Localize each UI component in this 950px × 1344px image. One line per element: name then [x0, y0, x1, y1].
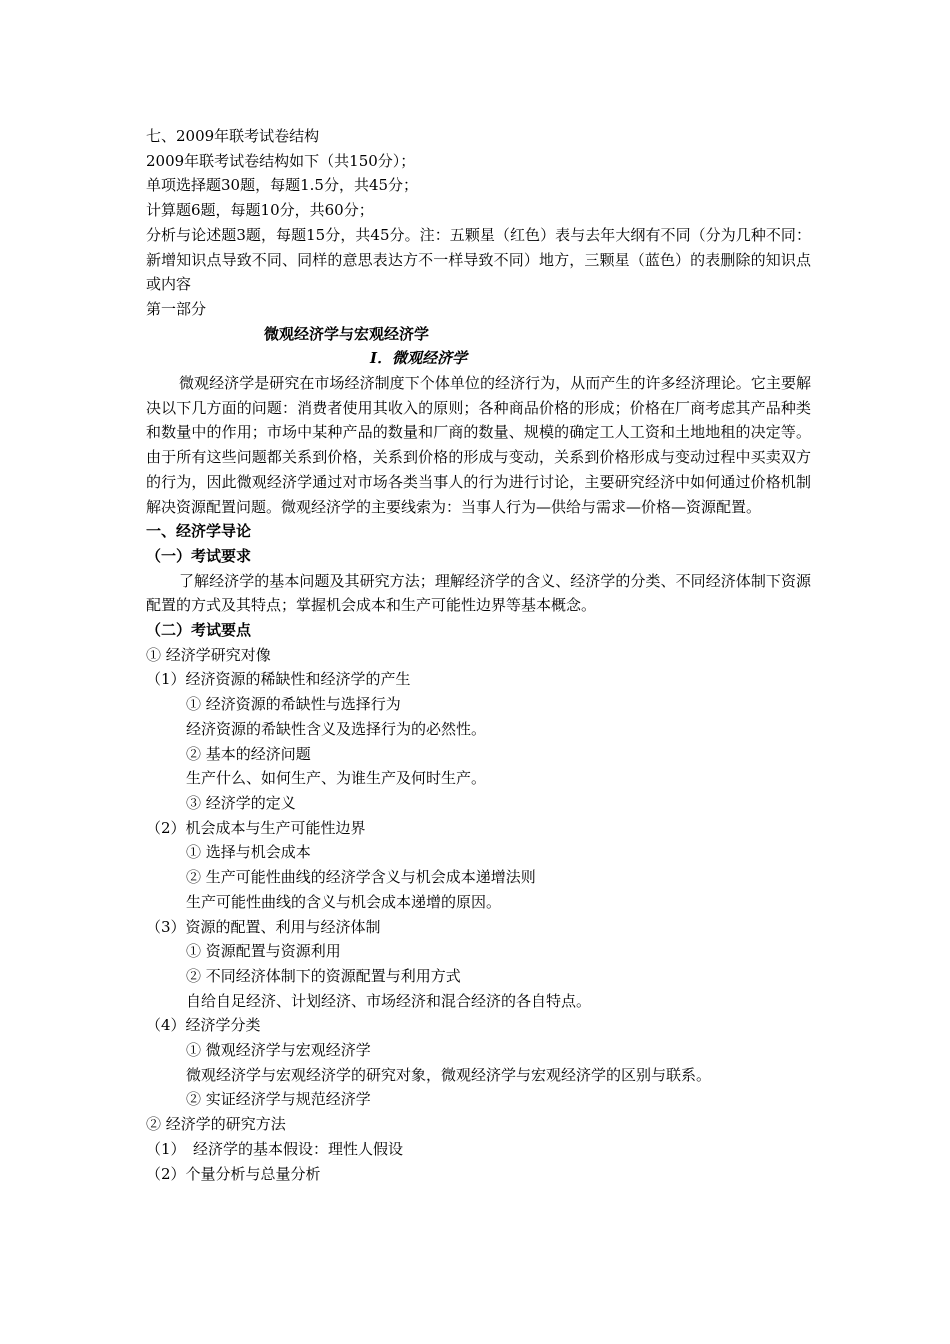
outline-item: ① 选择与机会成本 [186, 843, 311, 862]
intro-heading: 七、2009年联考试卷结构 [146, 127, 320, 145]
outline-item: ② 经济学的研究方法 [146, 1115, 286, 1134]
outline-item: 经济资源的希缺性含义及选择行为的必然性。 [186, 719, 487, 738]
section-paragraph: 微观经济学是研究在市场经济制度下个体单位的经济行为，从而产生的许多经济理论。它主要解决以下几方面的问题：消费者使用其收入的原则；各种商品价格的形成；价格在厂商考虑其产品种类和数量中的作用；市场中某种产品的数量和厂商的数量、规模的确定工人工资和土地地租的决定等。由于所有这些问题都关系到价格，关系到价格的形成与变动，关系到价格形成与变动过程中买卖双方的行为，因此微观经济学通过对市场各类当事人的行为进行讨论，主要研究经济中如何通过价格机制解决资源配置问题。微观经济学的主要线索为：当事人行为—供给与需求—价格—资源配置。 [146, 374, 811, 516]
outline-item: （2）个量分析与总量分析 [146, 1164, 321, 1183]
outline-item: ① 资源配置与资源利用 [186, 942, 341, 961]
outline-item: ② 基本的经济问题 [186, 744, 311, 763]
outline-item: 微观经济学与宏观经济学的研究对象，微观经济学与宏观经济学的区别与联系。 [186, 1065, 712, 1084]
outline-item: 生产什么、如何生产、为谁生产及何时生产。 [186, 769, 487, 788]
outline-item: 自给自足经济、计划经济、市场经济和混合经济的各自特点。 [186, 991, 592, 1010]
outline-item: （3）资源的配置、利用与经济体制 [146, 917, 381, 936]
section-title: Ⅰ．微观经济学 [370, 349, 468, 368]
document-body [146, 124, 811, 1186]
outline-item: ① 微观经济学与宏观经济学 [186, 1041, 371, 1060]
key-points-title: （二）考试要点 [146, 621, 252, 640]
outline-list [146, 643, 811, 1186]
intro-line: 单项选择题30题，每题1.5分，共45分； [146, 176, 419, 195]
requirements-paragraph: 了解经济学的基本问题及其研究方法；理解经济学的含义、经济学的分类、不同经济体制下资源配置的方式及其特点；掌握机会成本和生产可能性边界等基本概念。 [146, 571, 811, 615]
outline-item: （1） 经济学的基本假设：理性人假设 [146, 1139, 404, 1158]
outline-item: （4）经济学分类 [146, 1016, 261, 1035]
outline-item: ② 生产可能性曲线的经济学含义与机会成本递增法则 [186, 868, 536, 887]
outline-item: ① 经济学研究对像 [146, 645, 271, 664]
outline-item: ② 不同经济体制下的资源配置与利用方式 [186, 966, 461, 985]
intro-line: 2009年联考试卷结构如下（共150分）； [146, 151, 416, 170]
outline-item: ① 经济资源的希缺性与选择行为 [186, 695, 401, 714]
outline-item: ② 实证经济学与规范经济学 [186, 1090, 371, 1109]
outline-item: （2）机会成本与生产可能性边界 [146, 818, 366, 837]
requirements-title: （一）考试要求 [146, 546, 252, 565]
outline-item: ③ 经济学的定义 [186, 793, 296, 812]
outline-item: 生产可能性曲线的含义与机会成本递增的原因。 [186, 892, 502, 911]
intro-line: 计算题6题，每题10分，共60分； [146, 201, 374, 220]
intro-note: 分析与论述题3题，每题15分，共45分。注：五颗星（红色）表与去年大纲有不同（分为几种不同：新增知识点导致不同、同样的意思表达方不一样导致不同）地方，三颗星（蓝色）的表删除的知识点或内容 [146, 225, 811, 294]
part-label: 第一部分 [146, 299, 207, 318]
chapter-title: 一、经济学导论 [146, 522, 252, 541]
outline-item: （1）经济资源的稀缺性和经济学的产生 [146, 670, 411, 689]
part-title: 微观经济学与宏观经济学 [264, 324, 430, 343]
